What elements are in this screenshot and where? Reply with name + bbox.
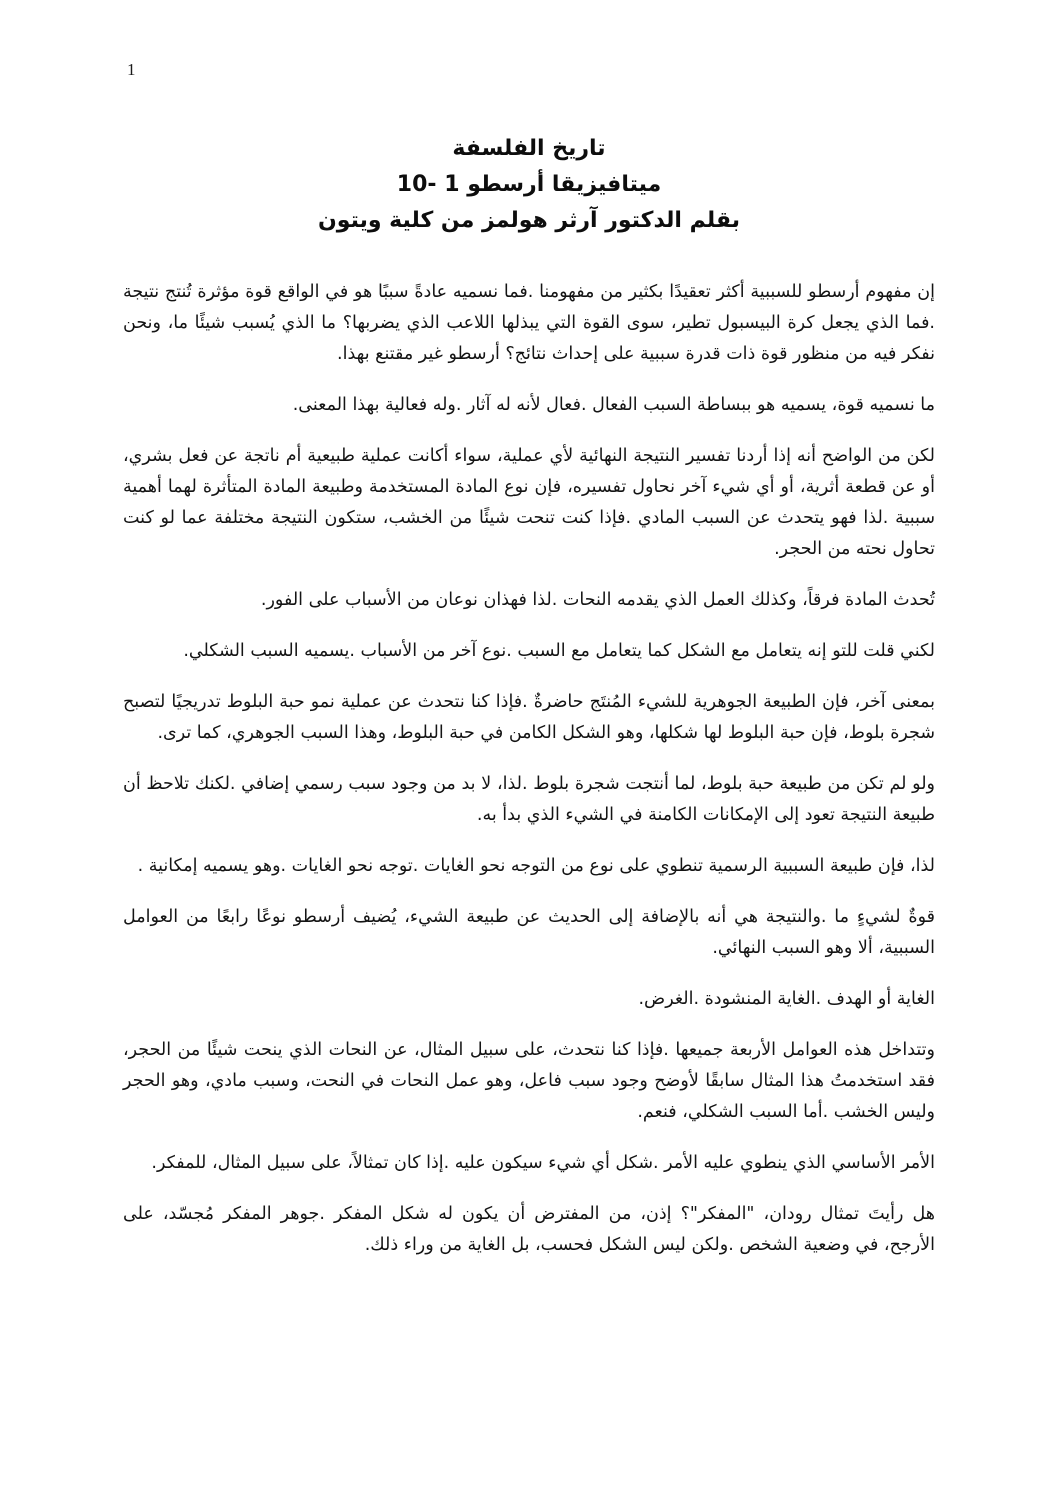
page-number: 1 (127, 60, 136, 79)
body-paragraph: هل رأيتَ تمثال رودان، "المفكر"؟ إذن، من المفترض أن يكون له شكل المفكر .جوهر المفكر مُجسّد، على الأرجح، في وضعية الشخص .ولكن ليس الشكل فحسب، بل الغاية من وراء ذلك. (123, 1204, 935, 1255)
body-paragraph: وتتداخل هذه العوامل الأربعة جميعها .فإذا كنا نتحدث، على سبيل المثال، عن النحات الذي ينحت شيئًا من الحجر، فقد استخدمتُ هذا المثال سابقًا لأوضح وجود سبب فاعل، وهو عمل النحات في النحت، وسبب مادي، وهو الحجر وليس الخشب .أما السبب الشكلي، فنعم. (123, 1040, 935, 1122)
body-paragraph: الأمر الأساسي الذي ينطوي عليه الأمر .شكل أي شيء سيكون عليه .إذا كان تمثالاً، على سبيل المثال، للمفكر. (151, 1153, 935, 1173)
title-line-author: بقلم الدكتور آرثر هولمز من كلية ويتون (318, 208, 740, 233)
title-line-course: تاريخ الفلسفة (452, 136, 606, 161)
body-paragraph: تُحدث المادة فرقاً، وكذلك العمل الذي يقدمه النحات .لذا فهذان نوعان من الأسباب على الفور. (260, 590, 935, 610)
body-paragraph: لكني قلت للتو إنه يتعامل مع الشكل كما يتعامل مع السبب .نوع آخر من الأسباب .يسميه السبب الشكلي. (183, 641, 935, 661)
body-paragraph: لذا، فإن طبيعة السببية الرسمية تنطوي على نوع من التوجه نحو الغايات .توجه نحو الغايات .وهو يسميه إمكانية . (137, 856, 935, 876)
body-paragraph: الغاية أو الهدف .الغاية المنشودة .الغرض. (638, 989, 935, 1009)
body-paragraph: بمعنى آخر، فإن الطبيعة الجوهرية للشيء المُنتَج حاضرةٌ .فإذا كنا نتحدث عن عملية نمو حبة البلوط تدريجيًا لتصبح شجرة بلوط، فإن حبة البلوط لها شكلها، وهو الشكل الكامن في حبة البلوط، وهذا السبب الجوهري، كما ترى. (123, 692, 935, 743)
body-paragraph: لكن من الواضح أنه إذا أردنا تفسير النتيجة النهائية لأي عملية، سواء أكانت عملية طبيعية أم ناتجة عن فعل بشري، أو عن قطعة أثرية، أو أي شيء آخر نحاول تفسيره، فإن نوع المادة المستخدمة وطبيعة المادة المتأثرة لهما أهمية سببية .لذا فهو يتحدث عن السبب المادي .فإذا كنت تنحت شيئًا من الخشب، ستكون النتيجة مختلفة عما لو كنت تحاول نحته من الحجر. (123, 446, 935, 559)
document-body (123, 277, 935, 1261)
body-paragraph: ولو لم تكن من طبيعة حبة بلوط، لما أنتجت شجرة بلوط .لذا، لا بد من وجود سبب رسمي إضافي .لكنك تلاحظ أن طبيعة النتيجة تعود إلى الإمكانات الكامنة في الشيء الذي بدأ به. (123, 774, 935, 825)
body-paragraph: قوةٌ لشيءٍ ما .والنتيجة هي أنه بالإضافة إلى الحديث عن طبيعة الشيء، يُضيف أرسطو نوعًا رابعًا من العوامل السببية، ألا وهو السبب النهائي. (123, 907, 935, 958)
title-line-lecture: ميتافيزيقا أرسطو 1 -10 (396, 172, 662, 197)
body-paragraph: ما نسميه قوة، يسميه هو ببساطة السبب الفعال .فعال لأنه له آثار .وله فعالية بهذا المعنى. (292, 395, 935, 415)
body-paragraph: إن مفهوم أرسطو للسببية أكثر تعقيدًا بكثير من مفهومنا .فما نسميه عادةً سببًا هو في الواقع قوة مؤثرة تُنتج نتيجة .فما الذي يجعل كرة البيسبول تطير، سوى القوة التي يبذلها اللاعب الذي يضربها؟ ما الذي يُسبب شيئًا ما، ونحن نفكر فيه من منظور قوة ذات قدرة سببية على إحداث نتائج؟ أرسطو غير مقتنع بهذا. (123, 282, 935, 364)
document-title (123, 131, 935, 239)
page-content (123, 131, 935, 1281)
